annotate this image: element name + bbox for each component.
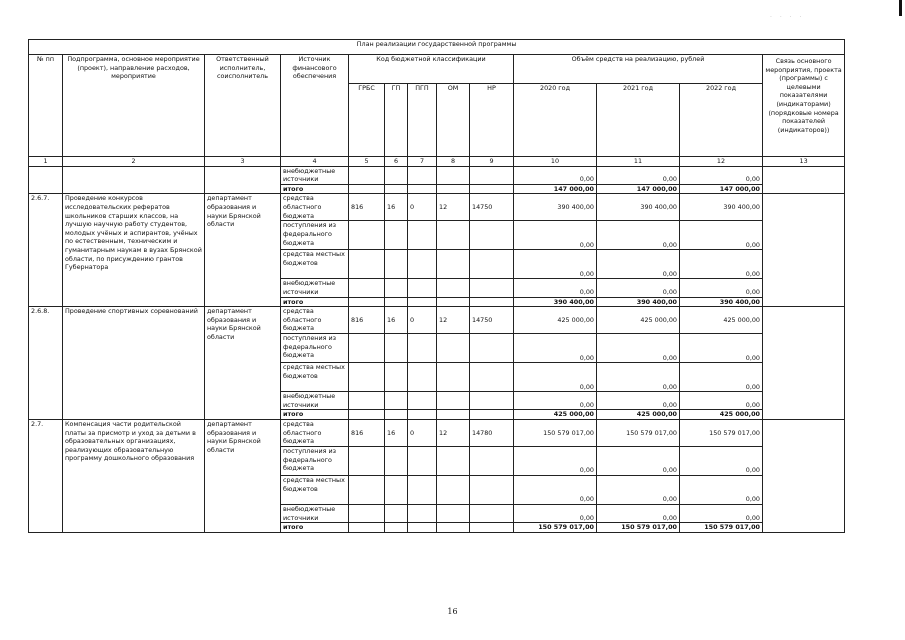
item-name: Компенсация части родительской платы за присмотр и уход за детьми в образовательных организациях, реализующих образовательную программу дошкольного образования xyxy=(63,419,205,532)
amount-2021: 425 000,00 xyxy=(597,307,680,334)
amount-2022: 0,00 xyxy=(680,166,763,184)
col-number: 9 xyxy=(470,157,514,167)
kbk-grbs: 816 xyxy=(349,307,385,334)
col-number: 7 xyxy=(408,157,437,167)
item-number: 2.6.8. xyxy=(29,307,63,420)
col-header-name: Подпрограмма, основное мероприятие (проект), направление расходов, мероприятие xyxy=(63,55,205,157)
col-number: 2 xyxy=(63,157,205,167)
item-name: Проведение конкурсов исследовательских рефератов школьников старших классов, на лучшую научную работу студентов, молодых учёных и аспирантов, учёных по естественным, техническим и гуманитарным наукам в вузах Брянской области, по присуждению грантов Губернатора xyxy=(63,194,205,307)
amount-2020: 0,00 xyxy=(514,392,597,410)
source-cell: итого xyxy=(281,297,349,307)
amount-2022: 0,00 xyxy=(680,279,763,297)
item-responsible: департамент образования и науки Брянской области xyxy=(205,307,281,420)
amount-2022: 425 000,00 xyxy=(680,307,763,334)
amount-2020: 150 579 017,00 xyxy=(514,419,597,446)
amount-2021: 147 000,00 xyxy=(597,184,680,194)
source-cell: итого xyxy=(281,523,349,533)
column-number-row xyxy=(29,157,845,167)
amount-2022: 0,00 xyxy=(680,221,763,250)
source-cell: внебюджетные источники xyxy=(281,166,349,184)
kbk-pgp: 0 xyxy=(408,194,437,221)
item-responsible: департамент образования и науки Брянской области xyxy=(205,194,281,307)
table-row xyxy=(29,419,845,446)
plan-table xyxy=(28,39,845,533)
amount-2021: 390 400,00 xyxy=(597,297,680,307)
amount-2020: 0,00 xyxy=(514,279,597,297)
amount-2020: 425 000,00 xyxy=(514,410,597,420)
table-row xyxy=(29,194,845,221)
amount-2022: 390 400,00 xyxy=(680,297,763,307)
table-row xyxy=(29,307,845,334)
amount-2020: 0,00 xyxy=(514,504,597,522)
table-row xyxy=(29,166,845,184)
amount-2020: 0,00 xyxy=(514,334,597,363)
kbk-pgp: 0 xyxy=(408,307,437,334)
kbk-nr: 14750 xyxy=(470,194,514,221)
source-cell: средства местных бюджетов xyxy=(281,363,349,392)
amount-2022: 147 000,00 xyxy=(680,184,763,194)
col-number: 3 xyxy=(205,157,281,167)
amount-2021: 390 400,00 xyxy=(597,194,680,221)
amount-2021: 0,00 xyxy=(597,166,680,184)
item-responsible: департамент образования и науки Брянской области xyxy=(205,419,281,532)
amount-2021: 150 579 017,00 xyxy=(597,419,680,446)
kbk-grbs: 816 xyxy=(349,419,385,446)
source-cell: итого xyxy=(281,184,349,194)
col-number: 11 xyxy=(597,157,680,167)
kbk-gp: 16 xyxy=(385,419,408,446)
amount-2022: 0,00 xyxy=(680,334,763,363)
kbk-gp: 16 xyxy=(385,307,408,334)
col-header-gp: ГП xyxy=(385,84,408,157)
amount-2020: 0,00 xyxy=(514,166,597,184)
source-cell: средства областного бюджета xyxy=(281,307,349,334)
col-number: 6 xyxy=(385,157,408,167)
amount-2020: 0,00 xyxy=(514,363,597,392)
item-name: Проведение спортивных соревнований xyxy=(63,307,205,420)
col-header-amount: Объём средств на реализацию, рублей xyxy=(514,55,763,84)
kbk-om: 12 xyxy=(437,194,470,221)
amount-2021: 0,00 xyxy=(597,279,680,297)
amount-2022: 150 579 017,00 xyxy=(680,419,763,446)
source-cell: поступления из федерального бюджета xyxy=(281,221,349,250)
col-number: 5 xyxy=(349,157,385,167)
col-number: 12 xyxy=(680,157,763,167)
col-header-link: Связь основного мероприятия, проекта (программы) с целевыми показателями (индикаторами) (порядковые номера показателей (индикаторов)) xyxy=(763,55,845,157)
col-header-pgp: ПГП xyxy=(408,84,437,157)
amount-2022: 0,00 xyxy=(680,250,763,279)
amount-2021: 0,00 xyxy=(597,250,680,279)
amount-2022: 0,00 xyxy=(680,475,763,504)
col-header-num: № пп xyxy=(29,55,63,157)
kbk-nr: 14750 xyxy=(470,307,514,334)
amount-2020: 425 000,00 xyxy=(514,307,597,334)
col-header-nr: НР xyxy=(470,84,514,157)
amount-2020: 390 400,00 xyxy=(514,194,597,221)
amount-2021: 0,00 xyxy=(597,363,680,392)
amount-2021: 0,00 xyxy=(597,475,680,504)
col-number: 10 xyxy=(514,157,597,167)
amount-2021: 150 579 017,00 xyxy=(597,523,680,533)
col-header-grbs: ГРБС xyxy=(349,84,385,157)
amount-2022: 150 579 017,00 xyxy=(680,523,763,533)
amount-2020: 150 579 017,00 xyxy=(514,523,597,533)
source-cell: средства местных бюджетов xyxy=(281,250,349,279)
kbk-om: 12 xyxy=(437,307,470,334)
col-number: 8 xyxy=(437,157,470,167)
amount-2020: 390 400,00 xyxy=(514,297,597,307)
source-cell: поступления из федерального бюджета xyxy=(281,334,349,363)
col-header-year-2022: 2022 год xyxy=(680,84,763,157)
source-cell: итого xyxy=(281,410,349,420)
col-header-source: Источник финансового обеспечения xyxy=(281,55,349,157)
source-cell: средства областного бюджета xyxy=(281,194,349,221)
amount-2022: 390 400,00 xyxy=(680,194,763,221)
source-cell: внебюджетные источники xyxy=(281,504,349,522)
amount-2021: 0,00 xyxy=(597,221,680,250)
amount-2021: 0,00 xyxy=(597,504,680,522)
source-cell: внебюджетные источники xyxy=(281,279,349,297)
item-number: 2.6.7. xyxy=(29,194,63,307)
amount-2021: 0,00 xyxy=(597,392,680,410)
amount-2021: 425 000,00 xyxy=(597,410,680,420)
source-cell: поступления из федерального бюджета xyxy=(281,446,349,475)
col-header-year-2020: 2020 год xyxy=(514,84,597,157)
amount-2021: 0,00 xyxy=(597,446,680,475)
col-header-kbk: Код бюджетной классификации xyxy=(349,55,514,84)
amount-2022: 0,00 xyxy=(680,363,763,392)
col-number: 1 xyxy=(29,157,63,167)
kbk-om: 12 xyxy=(437,419,470,446)
amount-2020: 0,00 xyxy=(514,475,597,504)
kbk-grbs: 816 xyxy=(349,194,385,221)
col-header-om: ОМ xyxy=(437,84,470,157)
kbk-nr: 14780 xyxy=(470,419,514,446)
kbk-gp: 16 xyxy=(385,194,408,221)
col-number: 13 xyxy=(763,157,845,167)
amount-2020: 147 000,00 xyxy=(514,184,597,194)
scan-edge-mark xyxy=(899,0,902,16)
scan-noise: · · · · xyxy=(770,14,805,21)
source-cell: внебюджетные источники xyxy=(281,392,349,410)
source-cell: средства областного бюджета xyxy=(281,419,349,446)
amount-2022: 0,00 xyxy=(680,504,763,522)
source-cell: средства местных бюджетов xyxy=(281,475,349,504)
amount-2021: 0,00 xyxy=(597,334,680,363)
table-title: План реализации государственной программы xyxy=(29,40,845,55)
kbk-pgp: 0 xyxy=(408,419,437,446)
amount-2020: 0,00 xyxy=(514,221,597,250)
page-number: 16 xyxy=(447,607,458,616)
col-header-resp: Ответственный исполнитель, соисполнитель xyxy=(205,55,281,157)
col-header-year-2021: 2021 год xyxy=(597,84,680,157)
amount-2020: 0,00 xyxy=(514,446,597,475)
amount-2022: 0,00 xyxy=(680,392,763,410)
amount-2022: 425 000,00 xyxy=(680,410,763,420)
amount-2020: 0,00 xyxy=(514,250,597,279)
amount-2022: 0,00 xyxy=(680,446,763,475)
item-number: 2.7. xyxy=(29,419,63,532)
col-number: 4 xyxy=(281,157,349,167)
